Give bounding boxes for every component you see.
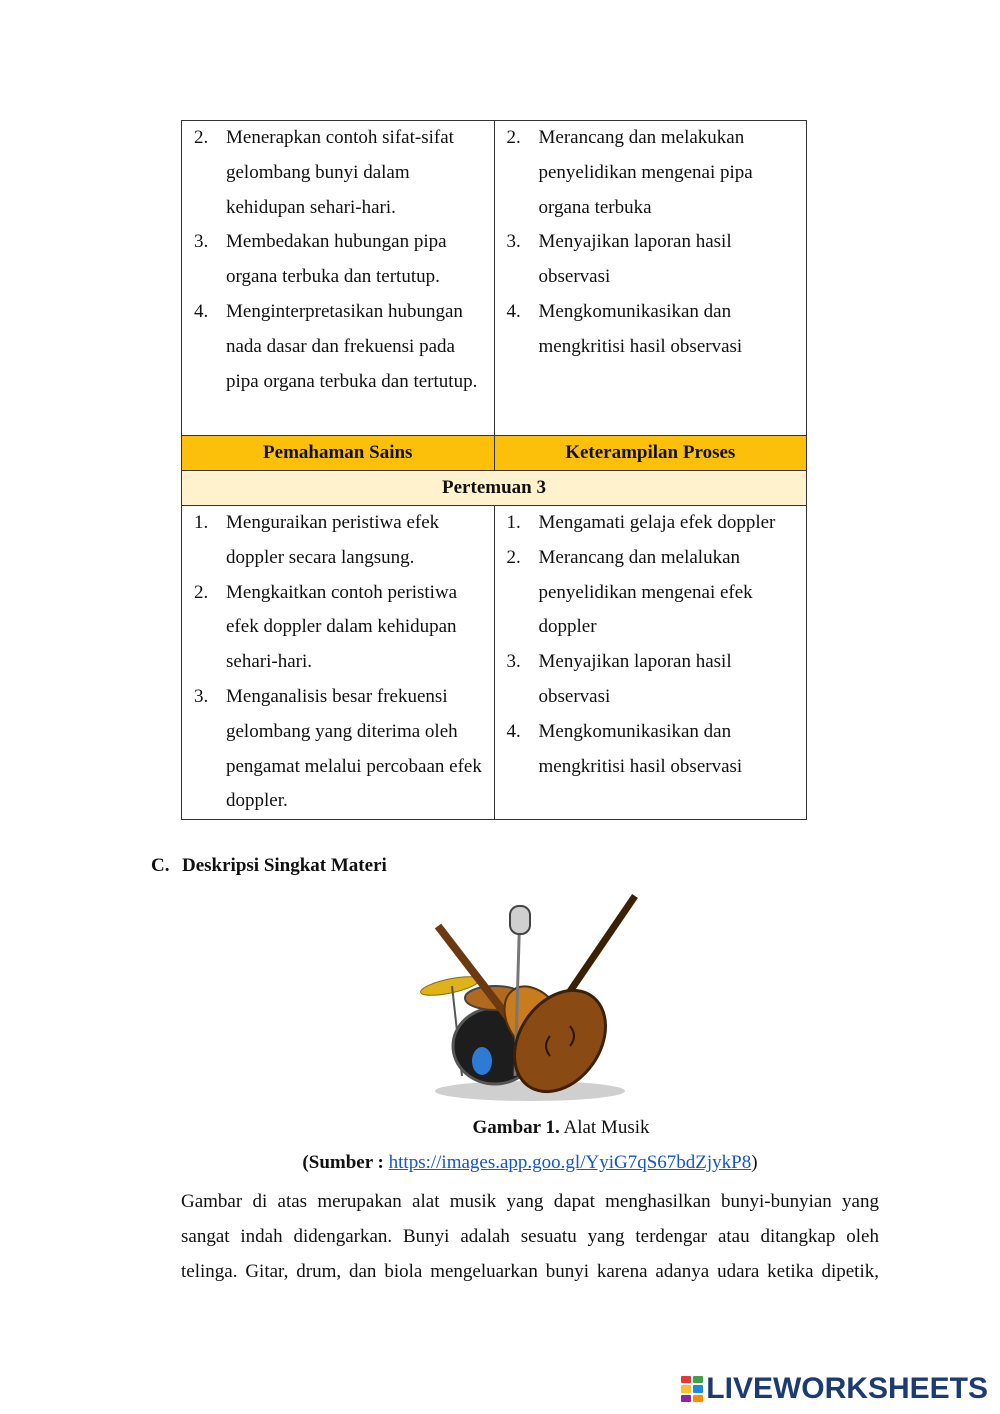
description-paragraph — [181, 1185, 879, 1289]
list-item-text: Menyajikan laporan hasil observasi — [538, 651, 732, 707]
list-item — [507, 121, 799, 225]
paragraph-line: telinga. Gitar, drum, dan biola mengeluarkan bunyi karena adanya udara ketika dipetik, — [181, 1260, 879, 1282]
list-item-text: Mengkomunikasikan dan mengkritisi hasil observasi — [538, 300, 743, 357]
paragraph-line: sangat indah didengarkan. Bunyi adalah sesuatu yang terdengar atau ditangkap oleh — [181, 1225, 879, 1247]
list-item-number: 4. — [506, 720, 521, 742]
list-item — [507, 225, 799, 295]
bottom-left-list — [194, 506, 486, 819]
top-right-list — [507, 121, 799, 365]
section-heading — [151, 855, 387, 877]
list-item-text: Merancang dan melalukan penyelidikan mengenai efek doppler — [538, 546, 753, 638]
list-item-text: Mengkomunikasikan dan mengkritisi hasil observasi — [538, 720, 743, 777]
list-item-text: Menguraikan peristiwa efek doppler secara langsung. — [226, 512, 440, 568]
list-item — [194, 680, 486, 819]
bottom-right-list — [507, 506, 799, 784]
section-letter: C. — [151, 855, 170, 876]
list-item — [194, 506, 486, 576]
section-title: Deskripsi Singkat Materi — [182, 855, 387, 876]
instruments-drawing — [410, 886, 650, 1106]
list-item — [507, 541, 799, 645]
list-item-number: 1. — [194, 512, 209, 533]
bottom-right-cell — [494, 506, 807, 820]
brand-name: LIVEWORKSHEETS — [706, 1372, 988, 1405]
drum-badge — [472, 1047, 492, 1075]
figure-source — [0, 1152, 1000, 1174]
header-keterampilan-proses: Keterampilan Proses — [494, 436, 807, 471]
list-item-text: Mengkaitkan contoh peristiwa efek doppler dalam kehidupan sehari-hari. — [226, 581, 458, 673]
list-item-number: 2. — [194, 127, 209, 148]
list-item — [507, 715, 799, 785]
figure-caption — [0, 1117, 1000, 1139]
list-item — [507, 506, 799, 541]
source-close: ) — [751, 1152, 758, 1173]
liveworksheets-brand[interactable] — [681, 1372, 988, 1406]
list-item-number: 3. — [506, 231, 521, 253]
list-item — [194, 576, 486, 680]
list-item-text: Menerapkan contoh sifat-sifat gelombang bunyi dalam kehidupan sehari-hari. — [226, 127, 454, 218]
caption-text: Alat Musik — [563, 1117, 650, 1138]
list-item-text: Menganalisis besar frekuensi gelombang yang diterima oleh pengamat melalui percobaan efek doppler. — [226, 685, 482, 812]
list-item-text: Menyajikan laporan hasil observasi — [538, 231, 732, 288]
list-item-text: Membedakan hubungan pipa organa terbuka dan tertutup. — [226, 231, 447, 288]
list-item — [194, 121, 486, 225]
source-link[interactable]: https://images.app.goo.gl/YyiG7qS67bdZjykP8 — [388, 1152, 752, 1173]
list-item-number: 3. — [506, 651, 521, 673]
caption-label: Gambar 1. — [472, 1117, 560, 1138]
microphone-shape — [510, 906, 530, 934]
meeting-title: Pertemuan 3 — [182, 471, 807, 506]
list-item — [507, 295, 799, 365]
list-item — [194, 295, 486, 399]
top-left-cell — [182, 121, 495, 436]
top-right-cell — [494, 121, 807, 436]
list-item-number: 4. — [506, 300, 521, 322]
liveworksheets-logo-icon — [681, 1376, 703, 1402]
list-item-number: 2. — [194, 581, 209, 603]
list-item-text: Merancang dan melakukan penyelidikan mengenai pipa organa terbuka — [538, 127, 753, 218]
list-item-number: 4. — [194, 300, 209, 322]
list-item — [507, 645, 799, 715]
list-item-number: 2. — [506, 127, 521, 148]
source-label: (Sumber : — [302, 1152, 384, 1173]
top-left-list — [194, 121, 486, 399]
list-item-text: Menginterpretasikan hubungan nada dasar dan frekuensi pada pipa organa terbuka dan tertutup. — [226, 300, 478, 392]
list-item-number: 1. — [506, 512, 521, 533]
music-instruments-illustration — [410, 886, 650, 1106]
list-item-number: 3. — [194, 685, 209, 707]
header-pemahaman-sains: Pemahaman Sains — [182, 436, 495, 471]
objectives-table — [181, 120, 807, 820]
list-item-number: 3. — [194, 231, 209, 253]
paragraph-line: Gambar di atas merupakan alat musik yang dapat menghasilkan bunyi-bunyian yang — [181, 1191, 879, 1212]
bottom-left-cell — [182, 506, 495, 820]
list-item-number: 2. — [506, 546, 521, 568]
list-item-text: Mengamati gelaja efek doppler — [538, 512, 776, 533]
list-item — [194, 225, 486, 295]
